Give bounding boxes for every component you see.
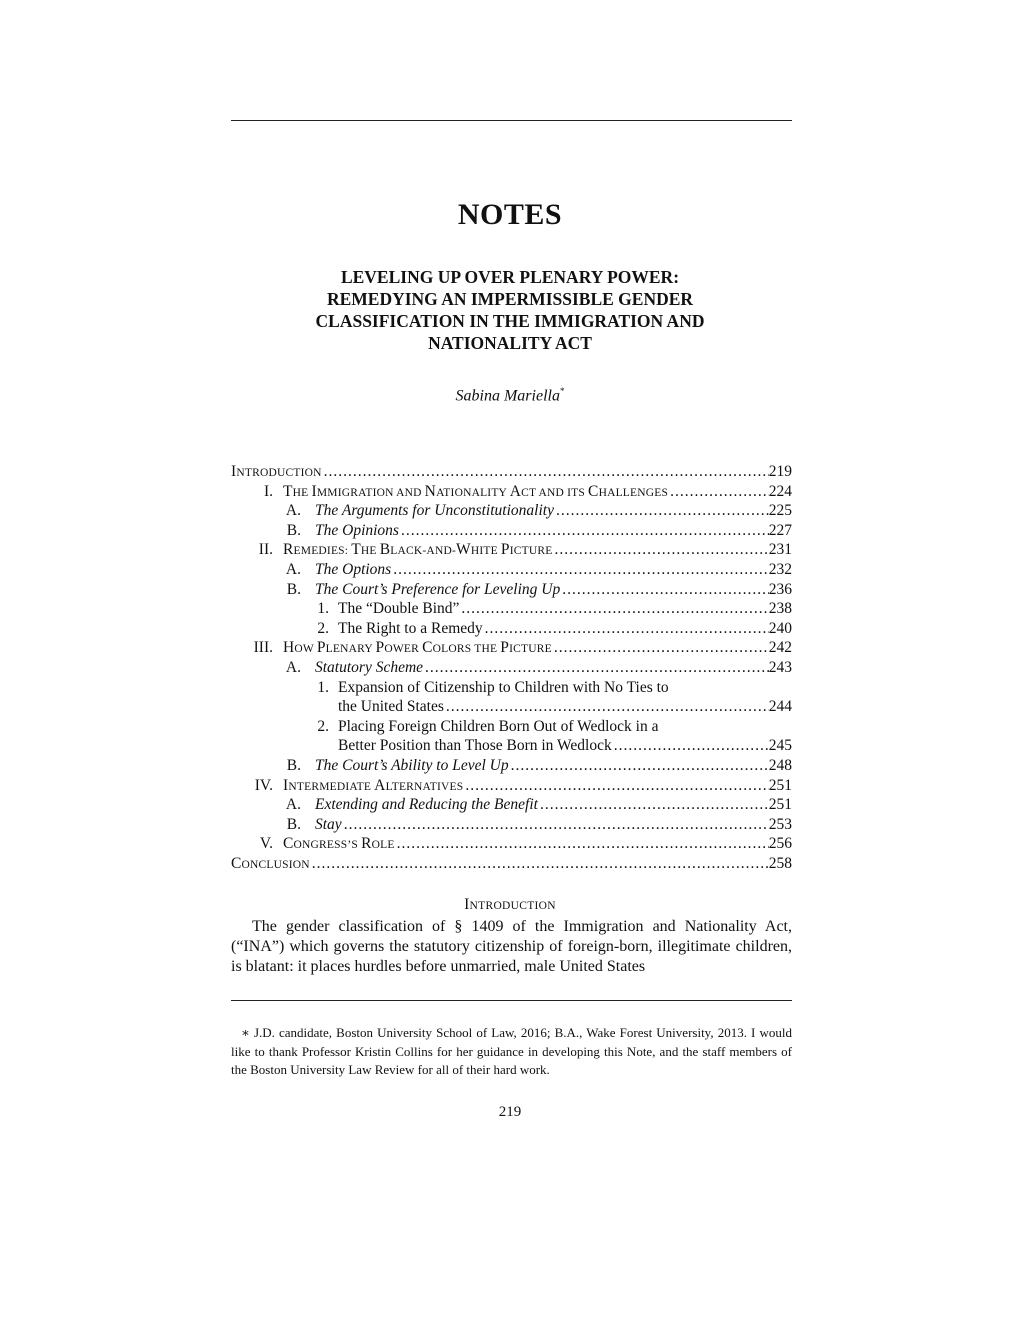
toc-entry-label: The Options	[315, 560, 392, 578]
toc-entry-number: B.	[286, 815, 301, 833]
toc-dot-leader	[444, 697, 769, 717]
toc-entry	[231, 599, 792, 619]
toc-entry-page: 245	[768, 737, 792, 755]
toc-dot-leader	[509, 756, 769, 776]
toc-entry	[231, 462, 792, 482]
toc-dot-leader	[310, 854, 769, 874]
toc-entry-page: 227	[768, 521, 792, 539]
toc-entry-label: Better Position than Those Born in Wedlock	[338, 737, 612, 755]
toc-dot-leader	[560, 580, 769, 600]
toc-entry-label: INTRODUCTION	[231, 463, 322, 480]
toc-entry-label: THE IMMIGRATION AND NATIONALITY ACT AND ITS CHALLENGES	[283, 482, 669, 500]
toc-entry-number: V.	[259, 835, 273, 853]
toc-entry-number: 1.	[317, 600, 329, 618]
toc-entry-page: 251	[768, 796, 792, 814]
toc-entry	[231, 638, 792, 658]
toc-dot-leader	[668, 482, 769, 502]
toc-entry-page: 242	[768, 639, 792, 657]
toc-dot-leader	[554, 501, 769, 521]
toc-dot-leader	[399, 521, 769, 541]
toc-entry-number: A.	[285, 796, 301, 814]
toc-entry-label: INTERMEDIATE ALTERNATIVES	[283, 776, 464, 794]
toc-entry-label: The Right to a Remedy	[338, 619, 483, 637]
toc-entry	[231, 717, 792, 737]
toc-entry-number: A.	[285, 658, 301, 676]
toc-entry-label: Expansion of Citizenship to Children with No Ties to	[338, 678, 669, 696]
toc-entry	[231, 501, 792, 521]
author-name: Sabina Mariella	[455, 387, 560, 405]
toc-entry-label: Extending and Reducing the Benefit	[315, 796, 538, 814]
toc-entry	[231, 736, 792, 756]
toc-entry-page: 244	[768, 698, 792, 716]
toc-entry-number: IV.	[254, 776, 273, 794]
toc-entry-label: REMEDIES: THE BLACK-AND-WHITE PICTURE	[283, 541, 553, 559]
toc-entry	[231, 678, 792, 698]
toc-entry	[231, 619, 792, 639]
toc-entry-page: 240	[768, 619, 792, 637]
toc-dot-leader	[552, 540, 768, 560]
toc-entry-page: 231	[768, 541, 792, 559]
article-title	[0, 266, 1020, 354]
toc-entry-label: Statutory Scheme	[315, 658, 424, 676]
toc-dot-leader	[395, 834, 769, 854]
footnote-rule	[231, 1000, 792, 1001]
toc-entry-label: The “Double Bind”	[338, 600, 460, 618]
page-number: 219	[498, 1104, 522, 1120]
author-footnote: ∗ J.D. candidate, Boston University School of Law, 2016; B.A., Wake Forest University, 2013. I would like to thank Professor Kristin Collins for her guidance in developing this Note, and the staff members of the Boston University Law Review for all of their hard work.	[231, 1025, 792, 1077]
toc-dot-leader	[483, 619, 769, 639]
toc-entry-number: III.	[253, 639, 273, 657]
toc-dot-leader	[459, 599, 768, 619]
introduction-paragraph: The gender classification of § 1409 of the Immigration and Nationality Act, (“INA”) which governs the statutory citizenship of foreign-born, illegitimate children, is blatant: it places hurdles before unmarried, male United States	[231, 918, 792, 975]
toc-entry-label: The Court’s Preference for Leveling Up	[315, 580, 561, 598]
title-line: REMEDYING AN IMPERMISSIBLE GENDER	[326, 289, 694, 309]
toc-dot-leader	[391, 560, 769, 580]
toc-entry-number: A.	[285, 560, 301, 578]
title-line: NATIONALITY ACT	[428, 333, 592, 353]
toc-entry-number: 2.	[317, 619, 329, 637]
toc-entry-number: A.	[285, 502, 301, 520]
toc-dot-leader	[463, 776, 768, 796]
toc-entry	[231, 795, 792, 815]
toc-dot-leader	[342, 815, 769, 835]
toc-dot-leader	[612, 736, 769, 756]
toc-entry	[231, 521, 792, 541]
toc-entry-label: CONCLUSION	[231, 854, 310, 872]
table-of-contents	[231, 462, 792, 873]
toc-entry-page: 248	[768, 756, 792, 774]
title-line: LEVELING UP OVER PLENARY POWER:	[340, 267, 680, 287]
title-line: CLASSIFICATION IN THE IMMIGRATION AND	[315, 311, 705, 331]
section-heading: NOTES	[457, 198, 563, 231]
toc-entry-number: B.	[286, 756, 301, 774]
toc-entry-number: B.	[286, 580, 301, 598]
toc-entry	[231, 854, 792, 874]
toc-entry-number: I.	[263, 482, 273, 500]
toc-entry-page: 238	[768, 600, 792, 618]
toc-entry	[231, 658, 792, 678]
toc-dot-leader	[322, 462, 769, 482]
toc-entry-label: The Court’s Ability to Level Up	[315, 756, 509, 774]
toc-entry	[231, 580, 792, 600]
toc-entry-label: CONGRESS’S ROLE	[283, 835, 395, 853]
toc-entry	[231, 540, 792, 560]
toc-entry	[231, 756, 792, 776]
toc-entry-page: 224	[768, 482, 792, 500]
toc-entry-page: 225	[768, 502, 792, 520]
toc-entry-page: 253	[768, 815, 792, 833]
toc-entry-label: Placing Foreign Children Born Out of Wedlock in a	[338, 717, 659, 735]
toc-entry-page: 256	[768, 835, 792, 853]
introduction-heading: INTRODUCTION	[464, 896, 556, 913]
toc-entry-page: 236	[768, 580, 792, 598]
toc-dot-leader	[538, 795, 769, 815]
toc-entry-label: HOW PLENARY POWER COLORS THE PICTURE	[283, 639, 552, 657]
toc-entry-number: II.	[258, 541, 273, 559]
toc-entry-number: 1.	[317, 678, 329, 696]
toc-entry	[231, 560, 792, 580]
toc-entry-number: 2.	[317, 717, 329, 735]
toc-entry-number: B.	[286, 521, 301, 539]
author-footnote-mark: *	[559, 386, 565, 396]
toc-entry-page: 258	[768, 854, 792, 872]
toc-entry-page: 251	[768, 776, 792, 794]
author-byline	[0, 386, 1020, 405]
toc-entry	[231, 776, 792, 796]
toc-dot-leader	[423, 658, 769, 678]
toc-entry-page: 243	[768, 658, 792, 676]
toc-entry-label: the United States	[338, 698, 444, 716]
toc-entry	[231, 482, 792, 502]
top-rule	[231, 120, 792, 121]
toc-entry	[231, 697, 792, 717]
toc-entry	[231, 834, 792, 854]
toc-entry-label: Stay	[315, 815, 342, 833]
toc-entry	[231, 815, 792, 835]
toc-entry-label: The Arguments for Unconstitutionality	[315, 502, 554, 520]
toc-dot-leader	[552, 638, 769, 658]
toc-entry-page: 219	[768, 463, 792, 480]
toc-entry-page: 232	[768, 560, 792, 578]
toc-entry-label: The Opinions	[315, 521, 399, 539]
